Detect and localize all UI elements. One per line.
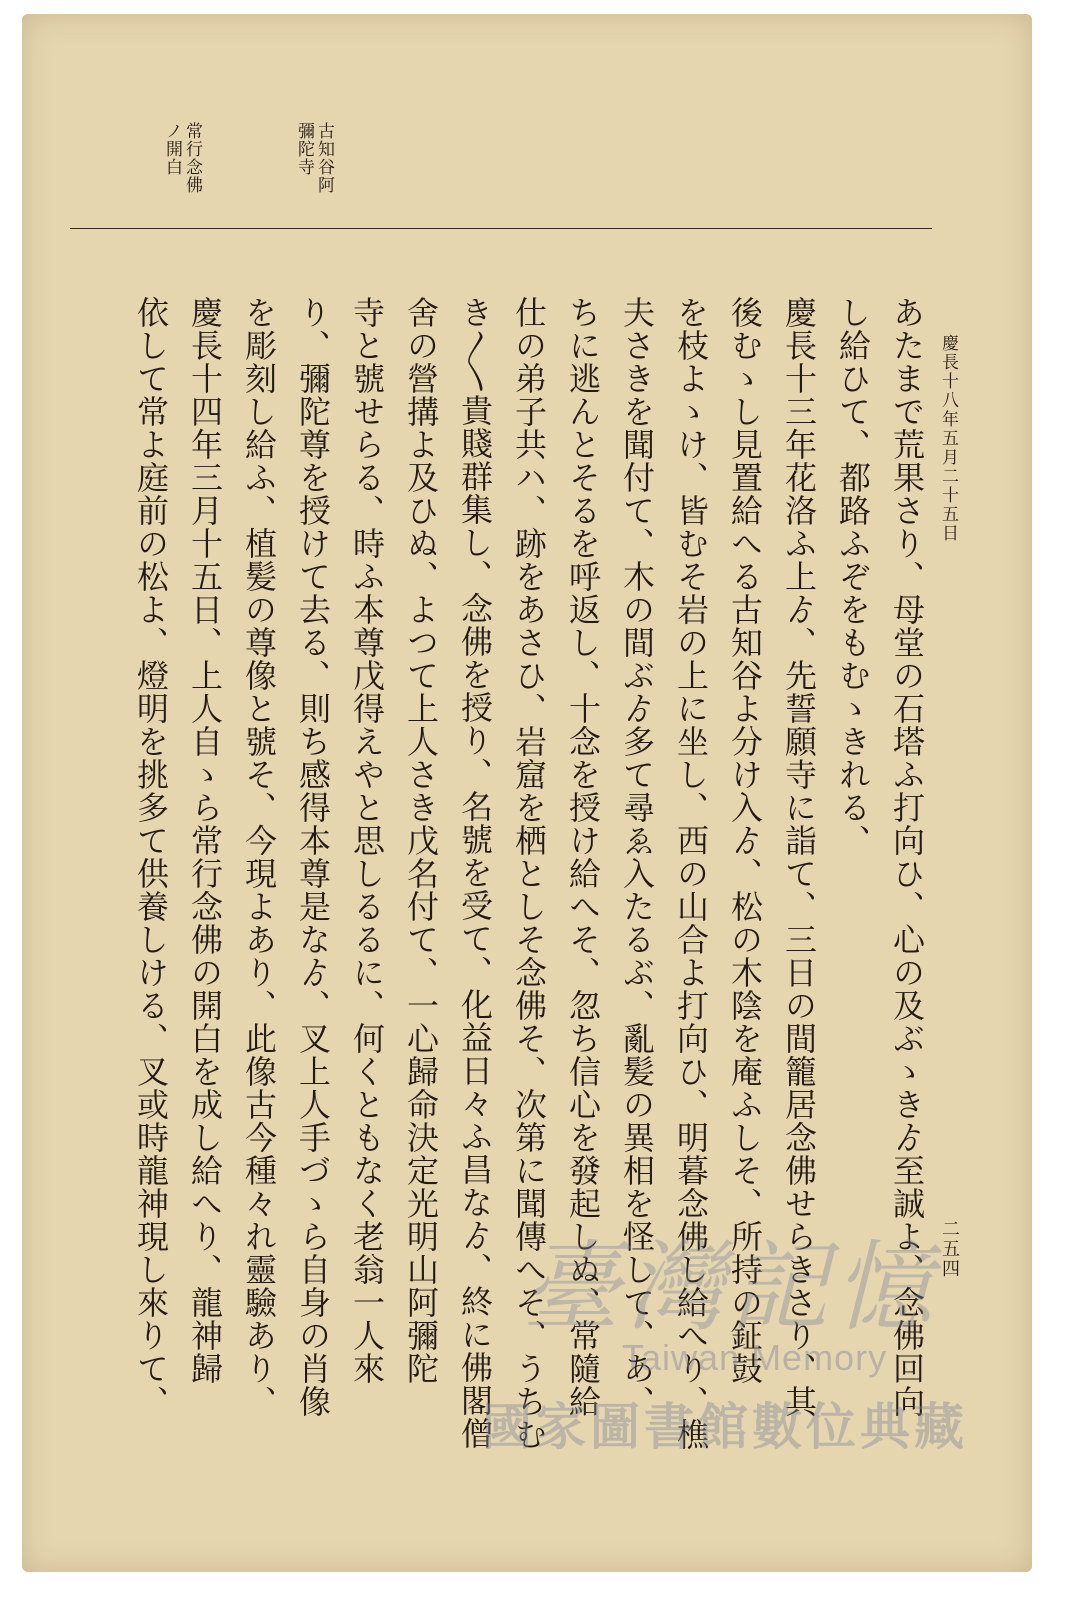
marginal-note-kochidani [294,122,334,242]
text-line: ちに逃んとそるを呼返し、十念を授け給へそ、忽ち信心を發起しぬ、常隨給 [564,296,602,1418]
marginal-note-line: 古知谷阿 [314,122,334,194]
text-line: 慶長十三年花洛ふ上ゟ、先誓願寺に詣て、三日の間籠居念佛せらきさり、其 [780,296,818,1418]
text-line: あたまで荒果さり、母堂の石塔ふ打向ひ、心の及ぶゝきゟ至誠よ、念佛回向 [888,296,926,1418]
text-line: 舍の營搆よ及ひぬ、よつて上人さき戊名付て、一心歸命決定光明山阿彌陀 [402,296,440,1385]
text-line: し給ひて、都路ふぞをもむゝきれる、 [834,296,872,857]
text-line: り、彌陀尊を授けて去る、則ち感得本尊是なゟ、叉上人手づゝら自身の肖像 [294,296,332,1418]
running-head: 慶長十八年五月二十五日 [938,334,958,543]
text-line: 依して常よ庭前の松よ、燈明を挑多て供養しける、叉或時龍神現し來りて、 [132,296,170,1418]
marginal-note-line: 常行念佛 [182,122,202,194]
text-line: き〳〵貴賤群集し、念佛を授り、名號を受て、化益日々ふ昌なゟ、終に佛閣僧 [456,296,494,1450]
header-rule [70,228,932,229]
page-number: 二五四 [939,1219,960,1279]
marginal-note-line: ノ開白 [162,122,182,176]
marginal-note-jogyo-nembutsu [162,122,202,242]
text-line: 寺と號せらる、時ふ本尊戊得えやと思しるるに、何くともなく老翁一人來 [348,296,386,1385]
text-line: を枝よゝけ、皆むそ岩の上に坐し、西の山合よ打向ひ、明暮念佛し給へり、樵 [672,296,710,1451]
body-text [72,296,934,1456]
watermark-latin: Taiwan Memory [622,1337,888,1378]
watermark-org: 國家圖書館數位典藏 [482,1399,968,1455]
text-line: 仕の弟子共ハ、跡をあさひ、岩窟を栖としそ念佛そ、次第に聞傳へそ、うちむ [510,296,548,1451]
book-page [22,14,1032,1572]
text-line: を彫刻し給ふ、植髪の尊像と號そ、今現よあり、此像古今種々れ靈驗あり、 [240,296,278,1418]
text-line: 夫さきを聞付て、木の間ぶゟ多て尋ゑ入たるぶ、亂髪の異相を怪して、あ、 [618,296,656,1418]
marginal-note-line: 彌陀寺 [294,122,314,176]
watermark-title: 臺灣記憶 [522,1231,939,1345]
text-line: 後むゝし見置給へる古知谷よ分け入ゟ、松の木陰を庵ふしそ、所持の鉦鼓 [726,296,764,1385]
text-line: 慶長十四年三月十五日、上人自ゝら常行念佛の開白を成し給へり、龍神歸 [186,296,224,1385]
